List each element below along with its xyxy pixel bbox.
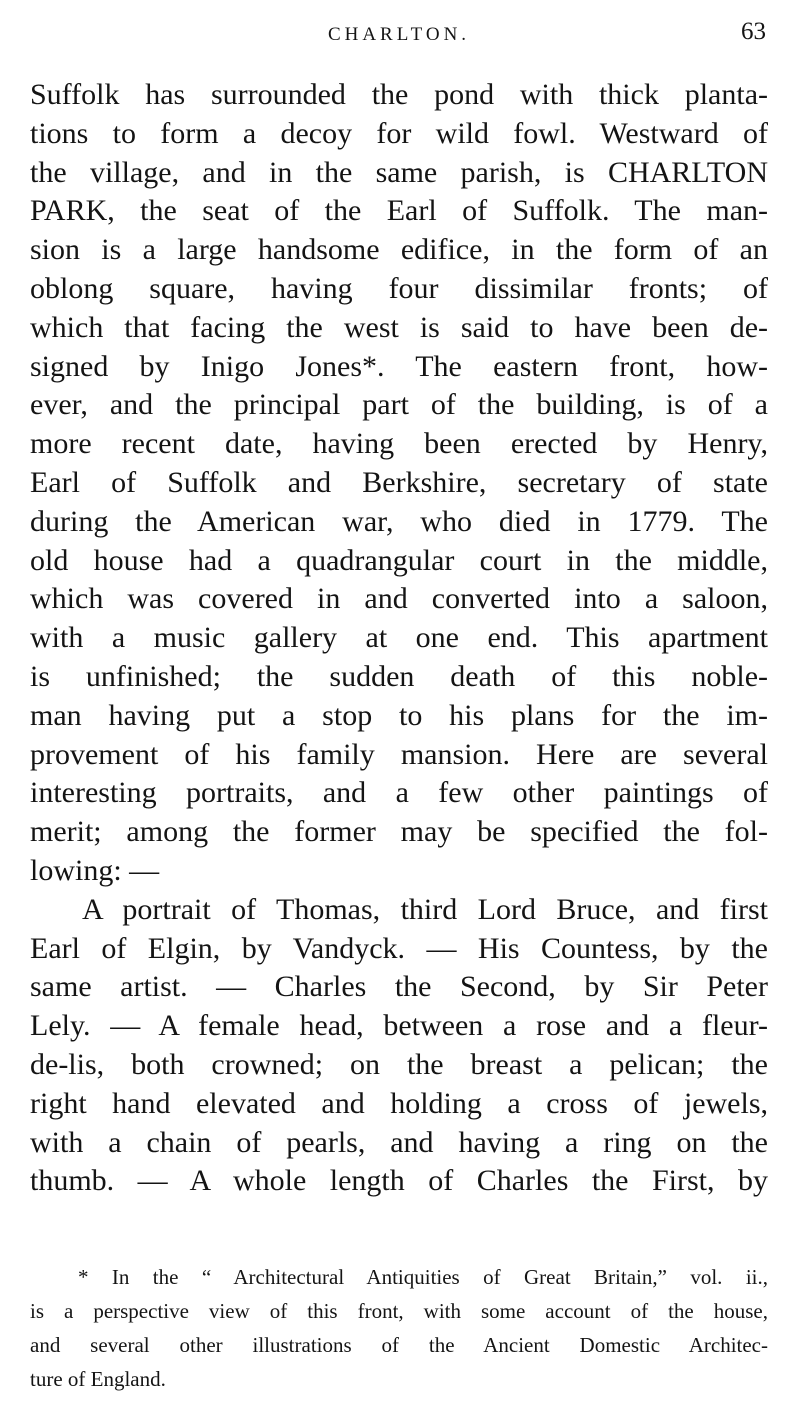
text-line: signed by Inigo Jones*. The eastern front, how- — [30, 349, 768, 383]
text-line: Lely. — A female head, between a rose and a fleur- — [30, 1009, 768, 1043]
book-page — [30, 0, 768, 1422]
text-line: tions to form a decoy for wild fowl. Westward of — [30, 116, 768, 150]
text-line: Earl of Suffolk and Berkshire, secretary of state — [30, 465, 768, 499]
text-line: which that facing the west is said to have been de- — [30, 310, 768, 344]
body-text — [30, 76, 768, 1201]
footnote-line: and several other illustrations of the Ancient Domestic Architec- — [30, 1333, 768, 1357]
text-line: right hand elevated and holding a cross of jewels, — [30, 1086, 768, 1120]
text-line: with a chain of pearls, and having a ring on the — [30, 1125, 768, 1159]
text-line: provement of his family mansion. Here are several — [30, 737, 768, 771]
page-header — [30, 18, 768, 50]
text-line: which was covered in and converted into a saloon, — [30, 582, 768, 616]
text-line: interesting portraits, and a few other paintings of — [30, 776, 768, 810]
text-line: more recent date, having been erected by Henry, — [30, 427, 768, 461]
running-head: CHARLTON. — [327, 24, 471, 45]
text-line: same artist. — Charles the Second, by Sir Peter — [30, 970, 768, 1004]
text-line: Earl of Elgin, by Vandyck. — His Countess, by the — [30, 931, 768, 965]
text-line: thumb. — A whole length of Charles the First, by — [30, 1164, 768, 1198]
text-line: old house had a quadrangular court in the middle, — [30, 543, 768, 577]
text-line: sion is a large handsome edifice, in the form of an — [30, 233, 768, 267]
text-line: is unfinished; the sudden death of this noble- — [30, 659, 768, 693]
footnote-line: * In the “ Architectural Antiquities of Great Britain,” vol. ii., — [78, 1265, 768, 1289]
text-line: PARK, the seat of the Earl of Suffolk. The man- — [30, 194, 768, 228]
text-line: man having put a stop to his plans for the im- — [30, 698, 768, 732]
text-line: during the American war, who died in 1779. The — [30, 504, 768, 538]
page-number: 63 — [741, 18, 766, 45]
text-line: Suffolk has surrounded the pond with thick planta- — [30, 78, 768, 111]
text-line: the village, and in the same parish, is CHARLTON — [30, 155, 768, 189]
text-line: merit; among the former may be specified the fol- — [30, 815, 768, 849]
text-line: A portrait of Thomas, third Lord Bruce, and first — [82, 892, 768, 926]
footnote — [30, 1260, 768, 1396]
footnote-line: is a perspective view of this front, with some account of the house, — [30, 1299, 768, 1323]
text-line: oblong square, having four dissimilar fronts; of — [30, 271, 768, 305]
text-line: with a music gallery at one end. This apartment — [30, 621, 768, 655]
text-line: ever, and the principal part of the building, is of a — [30, 388, 768, 422]
text-line: lowing: — — [30, 853, 160, 887]
text-line: de-lis, both crowned; on the breast a pelican; the — [30, 1047, 768, 1081]
footnote-line: ture of England. — [30, 1367, 166, 1391]
